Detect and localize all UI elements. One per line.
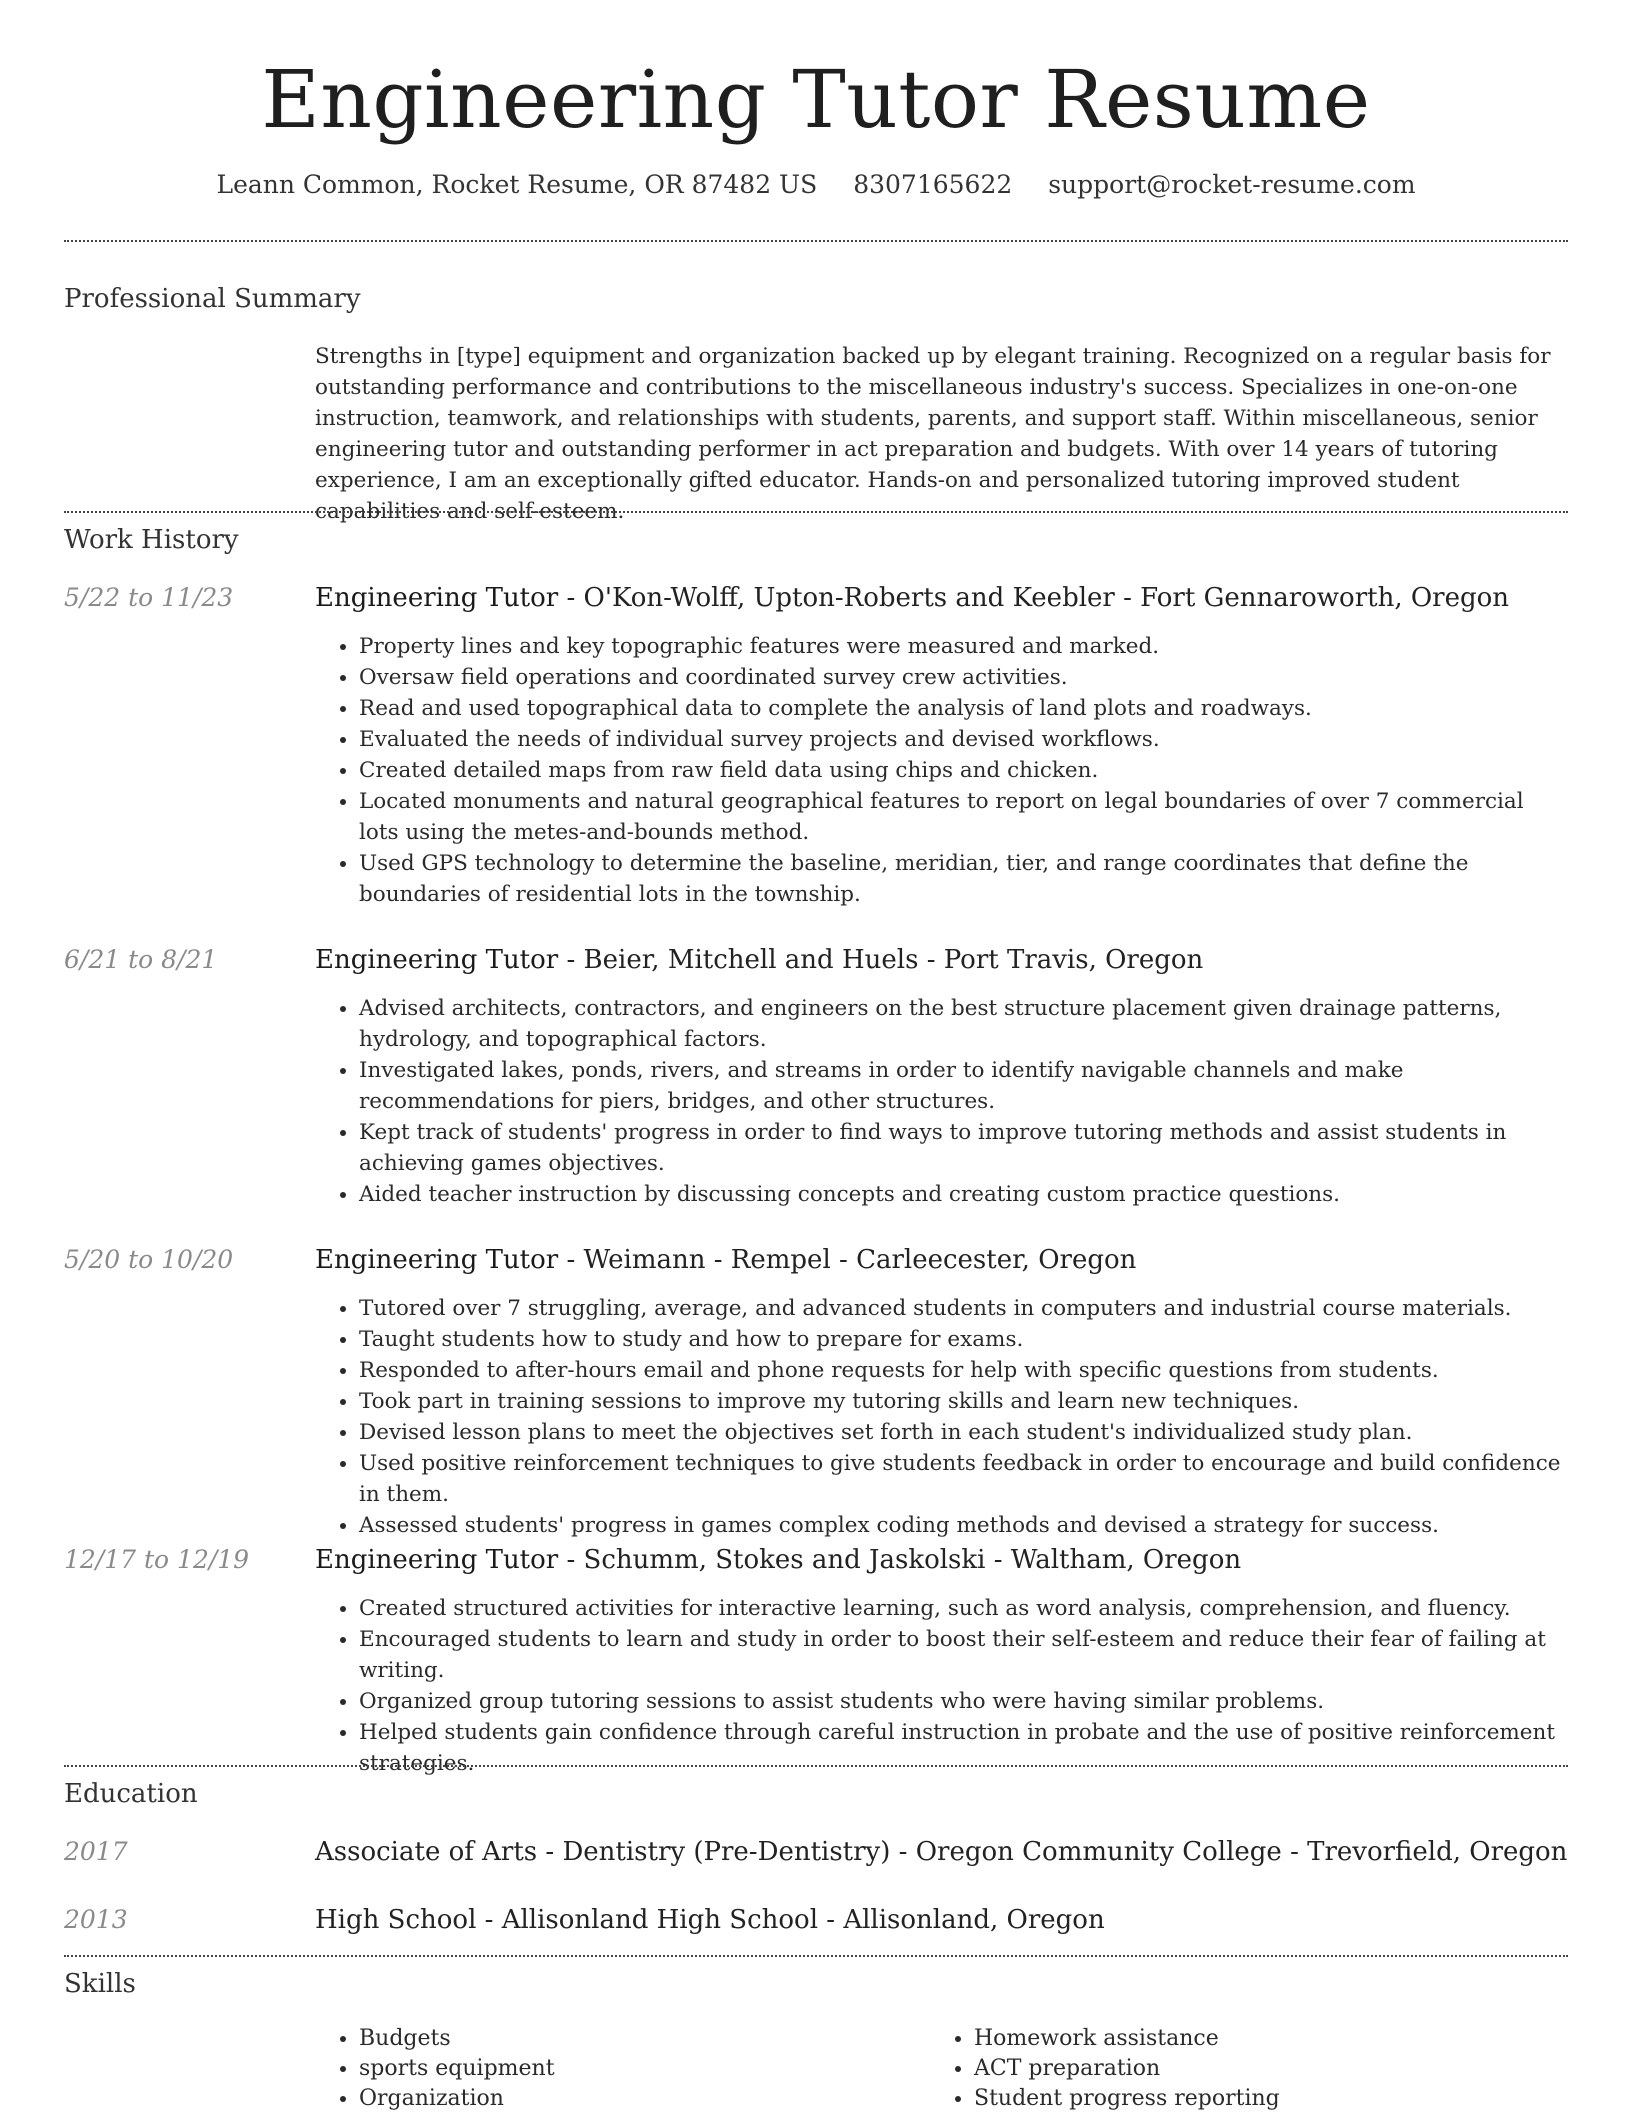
- job-bullets: [315, 1293, 1568, 1541]
- skills-column-right: [930, 2024, 1545, 2112]
- list-item: • Used positive reinforcement techniques to give students feedback in order to encourage and build confidence in them.: [359, 1448, 1568, 1510]
- job-heading: [315, 1245, 1136, 1275]
- education-details: Associate of Arts - Dentistry (Pre-Dentistry) - Oregon Community College - Trevorfield, Oregon: [315, 1837, 1568, 1867]
- job-role: Engineering Tutor: [315, 583, 559, 613]
- section-title-summary: Professional Summary: [64, 284, 361, 314]
- list-item: • Took part in training sessions to improve my tutoring skills and learn new techniques.: [359, 1386, 1568, 1417]
- list-item: • Created detailed maps from raw field data using chips and chicken.: [359, 755, 1568, 786]
- education-year: 2017: [64, 1837, 128, 1866]
- contact-phone: 8307165622: [853, 170, 1013, 199]
- job-bullets: [315, 631, 1568, 910]
- divider: [64, 240, 1568, 242]
- skills-column-left: [315, 2024, 930, 2112]
- list-item: • Encouraged students to learn and study in order to boost their self-esteem and reduce their fear of failing at writing.: [359, 1624, 1568, 1686]
- list-item: • Taught students how to study and how to prepare for exams.: [359, 1324, 1568, 1355]
- job-dates: 6/21 to 8/21: [64, 945, 218, 974]
- list-item: • Evaluated the needs of individual survey projects and devised workflows.: [359, 724, 1568, 755]
- education-details: High School - Allisonland High School - Allisonland, Oregon: [315, 1905, 1105, 1935]
- list-item: • Created structured activities for interactive learning, such as word analysis, comprehension, and fluency.: [359, 1593, 1568, 1624]
- summary-text: Strengths in [type] equipment and organization backed up by elegant training. Recognized on a regular basis for outstanding performance and contributions to the miscellaneous industry's success. Specializes in one-on-one instruction, teamwork, and relationships with students, parents, and support staff. Within miscellaneous, senior engineering tutor and outstanding performer in act preparation and budgets. With over 14 years of tutoring experience, I am an exceptionally gifted educator. Hands-on and personalized tutoring improved student capabilities and self-esteem.: [315, 344, 1551, 524]
- list-item: • Devised lesson plans to meet the objectives set forth in each student's individualized study plan.: [359, 1417, 1568, 1448]
- list-item: • Organization: [359, 2084, 930, 2112]
- list-item: • Organized group tutoring sessions to assist students who were having similar problems.: [359, 1686, 1568, 1717]
- job-heading: [315, 945, 1203, 975]
- job-role: Engineering Tutor: [315, 945, 559, 975]
- job-role: Engineering Tutor: [315, 1545, 559, 1575]
- section-title-skills: Skills: [64, 1969, 136, 1999]
- skills-list: [315, 2024, 1565, 2112]
- list-item: • Aided teacher instruction by discussing concepts and creating custom practice questions.: [359, 1179, 1568, 1210]
- section-title-education: Education: [64, 1779, 198, 1809]
- job-employer: - Beier, Mitchell and Huels - Port Travis, Oregon: [558, 945, 1204, 975]
- list-item: • Investigated lakes, ponds, rivers, and streams in order to identify navigable channels and make recommendations for piers, bridges, and other structures.: [359, 1055, 1568, 1117]
- job-bullets: [315, 1593, 1568, 1779]
- divider: [64, 1955, 1568, 1957]
- job-employer: - Weimann - Rempel - Carleecester, Oregon: [558, 1245, 1137, 1275]
- list-item: • Read and used topographical data to complete the analysis of land plots and roadways.: [359, 693, 1568, 724]
- contact-email: support@rocket-resume.com: [1048, 170, 1416, 199]
- list-item: • ACT preparation: [974, 2054, 1545, 2084]
- list-item: • Responded to after-hours email and phone requests for help with specific questions from students.: [359, 1355, 1568, 1386]
- list-item: • Located monuments and natural geographical features to report on legal boundaries of over 7 commercial lots using the metes-and-bounds method.: [359, 786, 1568, 848]
- list-item: • Property lines and key topographic features were measured and marked.: [359, 631, 1568, 662]
- job-dates: 5/22 to 11/23: [64, 583, 234, 612]
- list-item: • Budgets: [359, 2024, 930, 2054]
- list-item: • Kept track of students' progress in order to find ways to improve tutoring methods and assist students in achieving games objectives.: [359, 1117, 1568, 1179]
- job-heading: [315, 583, 1509, 613]
- list-item: • Homework assistance: [974, 2024, 1545, 2054]
- education-year: 2013: [64, 1905, 128, 1934]
- job-dates: 5/20 to 10/20: [64, 1245, 234, 1274]
- list-item: • sports equipment: [359, 2054, 930, 2084]
- job-employer: - Schumm, Stokes and Jaskolski - Waltham, Oregon: [558, 1545, 1242, 1575]
- divider: [64, 511, 1568, 513]
- list-item: • Advised architects, contractors, and engineers on the best structure placement given drainage patterns, hydrology, and topographical factors.: [359, 993, 1568, 1055]
- list-item: • Tutored over 7 struggling, average, and advanced students in computers and industrial course materials.: [359, 1293, 1568, 1324]
- divider: [64, 1765, 1568, 1767]
- job-employer: - O'Kon-Wolff, Upton-Roberts and Keebler - Fort Gennaroworth, Oregon: [558, 583, 1510, 613]
- job-heading: [315, 1545, 1241, 1575]
- list-item: • Assessed students' progress in games complex coding methods and devised a strategy for success.: [359, 1510, 1568, 1541]
- job-dates: 12/17 to 12/19: [64, 1545, 250, 1574]
- section-title-work-history: Work History: [64, 525, 239, 555]
- list-item: • Student progress reporting: [974, 2084, 1545, 2112]
- list-item: • Used GPS technology to determine the baseline, meridian, tier, and range coordinates that define the boundaries of residential lots in the township.: [359, 848, 1568, 910]
- resume-header: [0, 0, 1632, 199]
- resume-title: Engineering Tutor Resume: [261, 53, 1371, 146]
- job-bullets: [315, 993, 1568, 1210]
- contact-address: Leann Common, Rocket Resume, OR 87482 US: [216, 170, 818, 199]
- list-item: • Oversaw field operations and coordinated survey crew activities.: [359, 662, 1568, 693]
- list-item: • Helped students gain confidence through careful instruction in probate and the use of positive reinforcement strategies.: [359, 1717, 1568, 1779]
- contact-line: [0, 170, 1632, 199]
- job-role: Engineering Tutor: [315, 1245, 559, 1275]
